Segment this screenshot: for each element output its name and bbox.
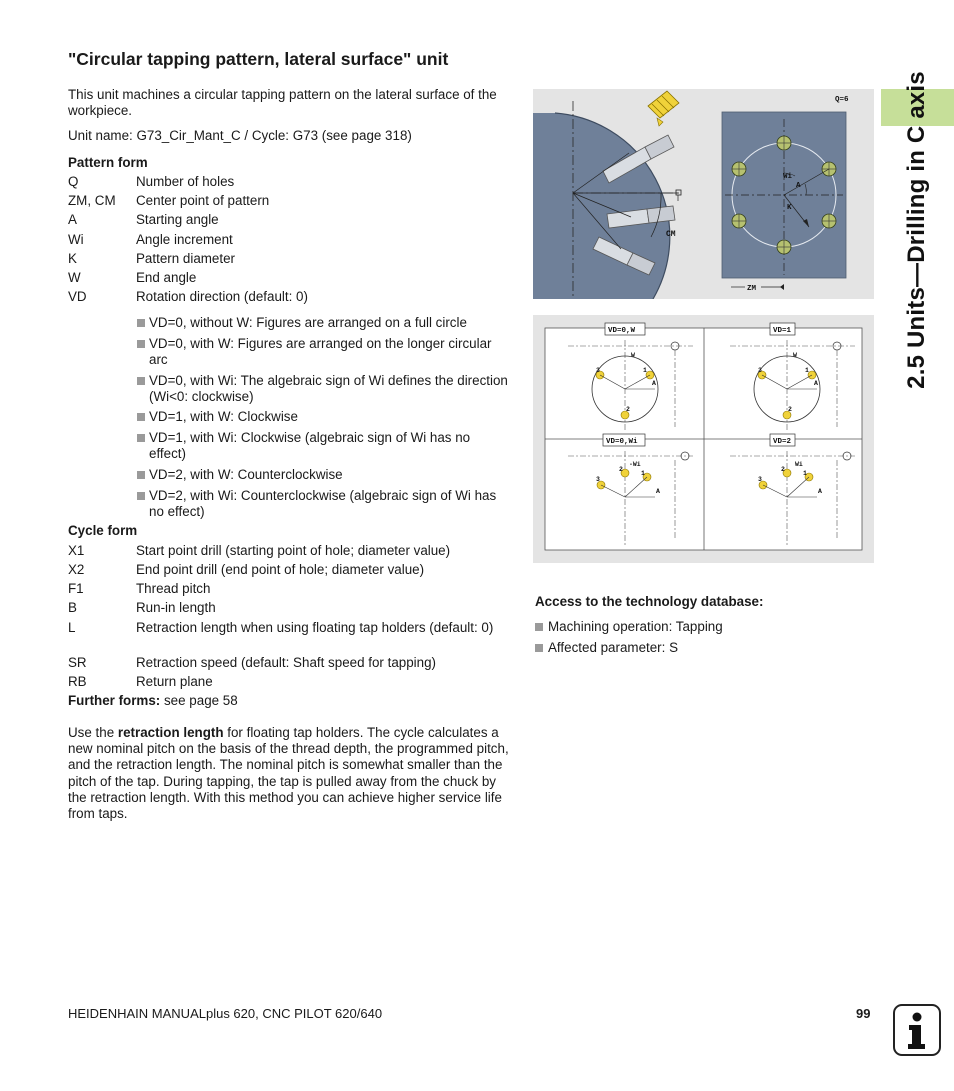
param-key: Q xyxy=(68,174,79,189)
svg-text:W: W xyxy=(793,352,797,359)
yellow-tap-icon xyxy=(648,91,679,126)
panel-label: VD=0,W xyxy=(608,327,636,335)
bullet-item: VD=2, with W: Counterclockwise xyxy=(137,467,509,483)
param-key: L xyxy=(68,620,76,635)
wi-label: Wi xyxy=(783,173,793,181)
panel-label: VD=2 xyxy=(773,438,792,446)
param-desc: Starting angle xyxy=(136,212,219,227)
param-key: SR xyxy=(68,655,87,670)
bullet-square-icon xyxy=(137,319,145,327)
bullet-square-icon xyxy=(535,623,543,631)
footer-text: HEIDENHAIN MANUALplus 620, CNC PILOT 620/640 xyxy=(68,1006,383,1021)
param-desc: Angle increment xyxy=(136,232,233,247)
further-forms-label: Further forms: xyxy=(68,693,161,708)
further-forms-link: see page 58 xyxy=(160,693,238,708)
svg-text:A: A xyxy=(652,380,656,387)
param-key: K xyxy=(68,251,77,266)
figure-rotation-direction xyxy=(533,315,874,563)
svg-text:A: A xyxy=(818,488,822,495)
param-desc: Retraction length when using floating tap holders (default: 0) xyxy=(136,620,494,635)
param-desc: Pattern diameter xyxy=(136,251,235,266)
svg-text:3: 3 xyxy=(758,476,762,483)
bullet-item: VD=2, with Wi: Counterclockwise (algebraic sign of Wi has no effect) xyxy=(137,488,509,520)
cm-label: CM xyxy=(666,230,676,239)
param-key: B xyxy=(68,600,77,615)
svg-text:2: 2 xyxy=(626,406,630,413)
param-desc: Retraction speed (default: Shaft speed for tapping) xyxy=(136,655,436,670)
param-row xyxy=(68,251,513,267)
access-item: Affected parameter: S xyxy=(535,640,678,656)
param-row xyxy=(68,270,513,286)
page-number: 99 xyxy=(856,1006,871,1021)
param-desc: Start point drill (starting point of hole; diameter value) xyxy=(136,543,451,558)
param-key: ZM, CM xyxy=(68,193,116,208)
pattern-form-heading: Pattern form xyxy=(68,155,148,170)
svg-text:2: 2 xyxy=(788,406,792,413)
svg-text:-Wi: -Wi xyxy=(629,461,641,468)
param-row xyxy=(68,581,513,597)
svg-text:A: A xyxy=(656,488,660,495)
figure-lateral-tapping xyxy=(533,89,874,299)
bullet-item: VD=0, with W: Figures are arranged on the longer circular arc xyxy=(137,336,509,368)
param-row xyxy=(68,620,513,636)
bullet-square-icon xyxy=(137,471,145,479)
param-row xyxy=(68,655,513,671)
svg-text:2: 2 xyxy=(619,466,623,473)
param-desc: Return plane xyxy=(136,674,213,689)
svg-text:3: 3 xyxy=(758,367,762,374)
param-desc: Thread pitch xyxy=(136,581,211,596)
param-row xyxy=(68,193,513,209)
svg-text:2: 2 xyxy=(781,466,785,473)
param-row xyxy=(68,212,513,228)
param-desc: End angle xyxy=(136,270,197,285)
param-row xyxy=(68,289,513,305)
param-desc: Rotation direction (default: 0) xyxy=(136,289,308,304)
svg-text:1: 1 xyxy=(803,470,807,477)
param-row xyxy=(68,232,513,248)
chapter-side-title: 2.5 Units—Drilling in C axis xyxy=(903,71,930,389)
svg-text:3: 3 xyxy=(596,476,600,483)
bullet-square-icon xyxy=(137,434,145,442)
param-desc: End point drill (end point of hole; diameter value) xyxy=(136,562,425,577)
param-row xyxy=(68,174,513,190)
rotation-direction-diagram xyxy=(533,315,874,563)
page-title: "Circular tapping pattern, lateral surface" unit xyxy=(68,49,449,69)
lateral-tapping-diagram xyxy=(533,89,874,299)
access-item: Machining operation: Tapping xyxy=(535,619,723,635)
param-key: X1 xyxy=(68,543,85,558)
bullet-item: VD=1, with Wi: Clockwise (algebraic sign of Wi has no effect) xyxy=(137,430,509,462)
q-label: Q=6 xyxy=(835,96,849,104)
param-key: X2 xyxy=(68,562,85,577)
param-key: RB xyxy=(68,674,87,689)
svg-text:1: 1 xyxy=(805,367,809,374)
bullet-square-icon xyxy=(137,492,145,500)
param-key: A xyxy=(68,212,77,227)
panel-label: VD=1 xyxy=(773,327,792,335)
bullet-item: VD=0, without W: Figures are arranged on a full circle xyxy=(137,315,509,331)
param-row xyxy=(68,543,513,559)
svg-text:3: 3 xyxy=(596,367,600,374)
svg-text:Wi: Wi xyxy=(795,461,803,468)
param-row xyxy=(68,600,513,616)
a-label: A xyxy=(796,182,801,190)
bullet-square-icon xyxy=(137,413,145,421)
param-row xyxy=(68,674,513,690)
panel-label: VD=0,Wi xyxy=(606,438,638,446)
zm-label: ZM xyxy=(747,285,757,293)
retraction-paragraph: Use the retraction length for floating tap holders. The cycle calculates a new nominal pitch on the basis of the thread depth, the programmed pitch, and the retraction length. The nominal pitch is somewhat smaller than the pitch of the tap. During tapping, the tap is pulled away from the chuck by the retraction length. With this method you can achieve higher service life from taps. xyxy=(68,725,509,822)
bullet-square-icon xyxy=(137,377,145,385)
bullet-item: VD=1, with W: Clockwise xyxy=(137,409,509,425)
k-label: K xyxy=(787,204,792,212)
further-forms xyxy=(68,693,238,708)
svg-text:W: W xyxy=(631,352,635,359)
svg-text:A: A xyxy=(814,380,818,387)
access-heading: Access to the technology database: xyxy=(535,594,764,609)
bullet-square-icon xyxy=(137,340,145,348)
svg-text:1: 1 xyxy=(641,470,645,477)
svg-text:1: 1 xyxy=(643,367,647,374)
retraction-length-term: retraction length xyxy=(117,725,224,740)
param-key: F1 xyxy=(68,581,84,596)
bullet-item: VD=0, with Wi: The algebraic sign of Wi defines the direction (Wi<0: clockwise) xyxy=(137,373,509,405)
bullet-square-icon xyxy=(535,644,543,652)
param-key: W xyxy=(68,270,81,285)
param-desc: Center point of pattern xyxy=(136,193,270,208)
param-desc: Number of holes xyxy=(136,174,235,189)
info-icon xyxy=(893,1004,941,1056)
intro-text: This unit machines a circular tapping pattern on the lateral surface of the workpiece. xyxy=(68,87,497,118)
param-key: Wi xyxy=(68,232,84,247)
cycle-form-heading: Cycle form xyxy=(68,523,138,538)
param-desc: Run-in length xyxy=(136,600,216,615)
unit-name: Unit name: G73_Cir_Mant_C / Cycle: G73 (see page 318) xyxy=(68,128,412,143)
param-row xyxy=(68,562,513,578)
param-key: VD xyxy=(68,289,87,304)
